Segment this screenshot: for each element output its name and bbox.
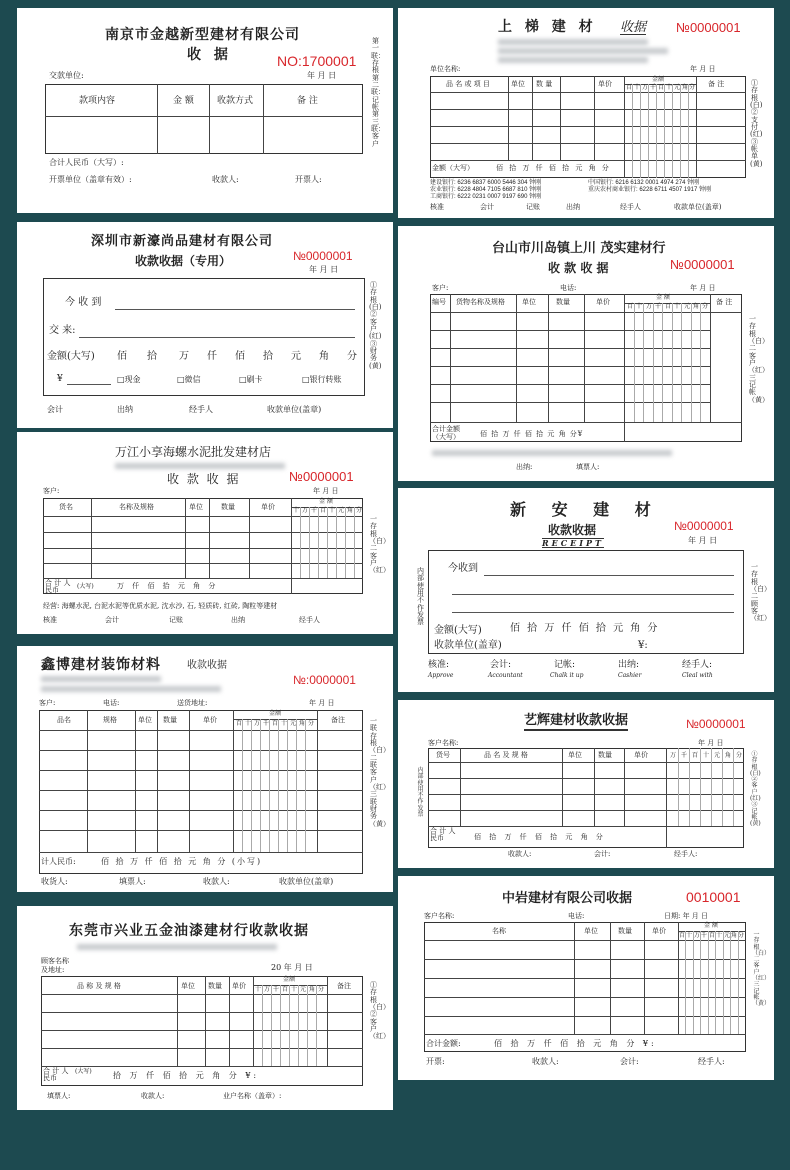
col-header: 数量 [556, 298, 570, 306]
col-header: 单位 [568, 751, 582, 759]
receipt-card-wanjiang [17, 432, 393, 634]
digit-header: 万 [694, 932, 701, 939]
footer-label: 出纳: [516, 463, 533, 471]
unit-char: 角 [319, 351, 329, 362]
col-header: 单价 [203, 716, 217, 724]
received-label: 今 收 到 [65, 297, 102, 308]
customer-label: 客户: [39, 699, 56, 707]
address-label: 送货地址: [177, 699, 208, 707]
col-header: 单价 [598, 80, 612, 88]
receipt-subtitle: 收 款 收 据 [167, 472, 241, 486]
digit-header: 元 [684, 303, 691, 310]
blurred-contact [498, 57, 648, 63]
digit-header: 元 [338, 507, 345, 514]
receipt-card-taishan [398, 226, 774, 481]
col-header: 货名 [59, 503, 73, 511]
digit-header: 十 [281, 720, 288, 727]
total-note: (大写) [77, 583, 94, 590]
col-header: 单位 [181, 982, 195, 990]
payment-transfer-checkbox[interactable]: □银行转账 [302, 375, 342, 384]
blurred-contact [498, 48, 668, 54]
receipt-number: №0000001 [293, 249, 353, 263]
footer-label: 记账 [526, 203, 540, 211]
digit-header: 十 [245, 720, 252, 727]
col-header: 规格 [103, 716, 117, 724]
digit-header: 分 [738, 932, 745, 939]
col-header: 单位 [511, 80, 525, 88]
digit-header: 万 [646, 303, 653, 310]
digit-header: 千 [650, 84, 657, 91]
total-label: 合计金额: [426, 1039, 461, 1048]
footer-label: 会计: [620, 1057, 639, 1066]
receipt-table [45, 84, 363, 154]
customer-label: 客户: [432, 284, 449, 292]
digit-header: 百 [679, 932, 686, 939]
total-label: 计人民币: [41, 857, 76, 866]
footer-label: 收款单位(盖章) [267, 405, 322, 414]
customer-label: 客户名称: [428, 739, 459, 747]
total-note: (大写) [75, 1068, 92, 1075]
receipt-title: 鑫博建材装饰材料 [41, 657, 161, 673]
receipt-number: №0000001 [686, 717, 746, 731]
digit-header: 分 [308, 720, 315, 727]
digit-header: 千 [263, 720, 270, 727]
digit-header: 角 [309, 986, 316, 993]
total-units: 佰 拾 万 仟 佰 拾 元 角 分 [474, 833, 606, 841]
total-label: 合 计 人民币 [43, 1067, 69, 1083]
col-header: 单价 [232, 982, 246, 990]
col-header: 数量 [163, 716, 177, 724]
digit-header: 十 [634, 84, 641, 91]
digit-header: 十 [636, 303, 643, 310]
footer-label: 会计 [480, 203, 494, 211]
receipt-subtitle: 收款收据 [187, 660, 227, 671]
footer-label: 出纳: [618, 660, 640, 670]
receipt-card-xinan [398, 488, 774, 692]
footer-english: Accountant [488, 672, 523, 679]
footer-label: 会计: [594, 850, 611, 858]
copy-labels: ①存根（白） ②客户（红） [369, 981, 390, 1041]
received-label: 今收到 [448, 563, 478, 574]
footer-label: 收款人: [532, 1057, 559, 1066]
amount-header: 金 额 [656, 294, 670, 301]
footer-label: 收款人: [508, 850, 532, 858]
receipt-number: 0010001 [686, 889, 741, 905]
receipt-subtitle: 收 据 [187, 47, 232, 63]
date-label: 年 月 日 [698, 739, 724, 747]
customer-label: 客户名称: [424, 912, 455, 920]
footer-label: 经手人 [299, 616, 320, 624]
date-label: 年 月 日 [309, 699, 335, 707]
digit-header: 万 [642, 84, 649, 91]
blurred-contact [41, 686, 221, 692]
amount-label: 金额(大写) [47, 351, 95, 362]
total-units: 佰 拾 万 仟 佰 拾 元 角 分¥ [480, 430, 584, 438]
copy-labels: 一存根（白） 二顾客（红） [750, 563, 771, 623]
col-header: 数量 [598, 751, 612, 759]
date-label: 年 月 日 [313, 487, 339, 495]
digit-header: 万 [302, 507, 309, 514]
receipt-title: 南京市金越新型建材有限公司 [105, 27, 300, 43]
digit-header: 十 [329, 507, 336, 514]
footer-label: 经手人 [189, 405, 213, 414]
receipt-number: №:0000001 [293, 673, 356, 687]
col-header: 货号 [436, 751, 450, 759]
col-header: 单价 [652, 927, 666, 935]
receipt-card-shangti [398, 8, 774, 218]
payment-cash-checkbox[interactable]: □现金 [117, 375, 141, 384]
digit-header: 百 [236, 720, 243, 727]
bank-account: 重庆农村商业银行: 6228 6711 4507 1917 钟刚 [588, 187, 711, 193]
col-header: 品 名 或 项 目 [446, 80, 490, 88]
receipt-subtitle: 收款收据 [548, 523, 597, 537]
footer-label: 收款单位(盖章) [674, 203, 722, 211]
footer-english: Approve [428, 672, 454, 679]
footer-label: 出纳 [231, 616, 245, 624]
footer-label: 经手人: [682, 660, 713, 670]
customer-label: 顾客名称 [41, 957, 69, 965]
col-header: 品 称 及 规 格 [77, 982, 121, 990]
digit-header: 万 [264, 986, 271, 993]
unit-char: 仟 [207, 351, 217, 362]
digit-header: 百 [282, 986, 289, 993]
bank-account: 农业银行: 6228 4804 7105 6687 810 钟刚 [430, 187, 542, 193]
blurred-contact [115, 463, 285, 469]
digit-header: 千 [701, 932, 708, 939]
amount-header: 金额 [652, 76, 665, 83]
yen-sign: ¥ [57, 374, 63, 384]
payment-wechat-checkbox[interactable]: □微信 [177, 375, 201, 384]
receipt-number: NO:1700001 [277, 53, 357, 69]
digit-header: 十 [666, 84, 673, 91]
unit-char: 元 [291, 351, 301, 362]
digit-header: 百 [272, 720, 279, 727]
address-label: 及地址: [41, 966, 65, 974]
date-label: 年 月 日 [309, 265, 339, 274]
date-label: 日期: 年 月 日 [664, 912, 709, 920]
col-header: 备注 [337, 982, 351, 990]
col-header: 品 名 及 规 格 [484, 751, 528, 759]
digit-header: 分 [736, 752, 743, 759]
collecting-unit-label: 收款单位(盖章) [434, 640, 502, 651]
digit-header: 元 [300, 986, 307, 993]
phone-label: 电话: [568, 912, 585, 920]
copy-labels: 一存根（白） 二客户（红） [369, 515, 390, 575]
date-label: 年 月 日 [688, 536, 718, 545]
receipt-number: №0000001 [676, 20, 741, 35]
business-scope: 经营: 海螺水泥, 台泥水泥等优质水泥, 沈水沙, 石, 轻质砖, 红砖, 陶粒等建材 [43, 602, 278, 610]
receipt-card-shenzhen [17, 222, 393, 428]
unit-char: 佰 [235, 351, 245, 362]
receipt-english: RECEIPT [542, 538, 604, 548]
date-label: 年 月 日 [690, 65, 716, 73]
footer-english: Chalk it up [550, 672, 584, 679]
total-units: 佰 拾 万 仟 佰 拾 元 角 分 (小写) [101, 857, 263, 866]
footer-label: 填票人: [119, 877, 146, 886]
receipt-number: №0000001 [674, 519, 734, 533]
footer-label: 会计: [490, 660, 512, 670]
issuer-label: 开票人: [295, 175, 322, 184]
digit-header: 元 [674, 84, 681, 91]
yen-sign: ¥: [638, 640, 648, 651]
footer-label: 经手人: [698, 1057, 725, 1066]
amount-header: 金 额 [704, 922, 718, 929]
internal-note: 内部使用 不作发票 [417, 567, 424, 627]
receipt-title: 东莞市兴业五金油漆建材行收款收据 [69, 923, 309, 939]
date-label: 20 年 月 日 [271, 963, 313, 972]
footer-label: 填票人: [576, 463, 600, 471]
unit-char: 万 [179, 351, 189, 362]
digit-header: 分 [702, 303, 709, 310]
col-header: 单价 [596, 298, 610, 306]
footer-english: Cashier [618, 672, 642, 679]
receipt-title: 中岩建材有限公司收据 [502, 891, 633, 906]
digit-header: 千 [311, 507, 318, 514]
receipt-title: 上 梯 建 材 [498, 19, 597, 35]
col-header: 金 额 [173, 96, 194, 106]
col-header: 备 注 [297, 96, 318, 106]
unit-name-label: 单位名称: [430, 65, 461, 73]
footer-label: 开票: [426, 1057, 445, 1066]
receipt-title: 艺辉建材收款收据 [524, 714, 628, 731]
footer-label: 核准: [428, 660, 450, 670]
receipt-card-xinbo [17, 646, 393, 892]
blurred-contact [41, 676, 161, 682]
digit-header: 十 [255, 986, 262, 993]
digit-header: 百 [665, 303, 672, 310]
blurred-contact [77, 944, 277, 950]
bank-account: 工商银行: 6222 0231 0007 9197 690 钟刚 [430, 194, 542, 200]
col-header: 单位 [189, 503, 203, 511]
receipt-number: №0000001 [670, 257, 735, 272]
col-header: 单价 [261, 503, 275, 511]
receipt-title: 深圳市新濠尚品建材有限公司 [91, 234, 274, 249]
blurred-contact [498, 39, 648, 45]
col-header: 数 量 [536, 80, 553, 88]
footer-label: 出纳 [566, 203, 580, 211]
digit-header: 角 [299, 720, 306, 727]
col-header: 单价 [634, 751, 648, 759]
amount-header: 金额 [269, 710, 282, 717]
col-header: 数量 [618, 927, 632, 935]
digit-header: 角 [731, 932, 738, 939]
footer-label: 收款单位(盖章) [279, 877, 334, 886]
amount-header: 金额 [283, 976, 296, 983]
footer-label: 记账 [169, 616, 183, 624]
amount-label: 金额(大写) [434, 625, 482, 636]
unit-char: 分 [347, 351, 357, 362]
digit-header: 角 [725, 752, 732, 759]
footer-label: 收款人: [141, 1092, 165, 1100]
unit-char: 拾 [263, 351, 273, 362]
digit-header: 十 [293, 507, 300, 514]
footer-label: 记帐: [554, 660, 576, 670]
footer-label: 会计 [47, 405, 63, 414]
col-header: 收款方式 [217, 96, 254, 106]
col-header: 备 注 [716, 298, 733, 306]
unit-char: 佰 [117, 351, 127, 362]
footer-label: 会计 [105, 616, 119, 624]
footer-label: 收货人: [41, 877, 68, 886]
col-header: 名称 [492, 927, 506, 935]
footer-label: 经手人: [674, 850, 698, 858]
receipt-title: 万江小享海螺水泥批发建材店 [115, 445, 272, 459]
total-units: 佰 拾 万 仟 佰 拾 元 角 分 [496, 164, 611, 172]
digit-header: 角 [347, 507, 354, 514]
digit-header: 十 [686, 932, 693, 939]
digit-header: 百 [658, 84, 665, 91]
total-label: 合计金额（大写） [432, 425, 460, 441]
unit-char: 拾 [147, 351, 157, 362]
digit-header: 千 [681, 752, 688, 759]
digit-header: 百 [692, 752, 699, 759]
footer-english: Cleal with [682, 672, 713, 679]
digit-header: 百 [626, 84, 633, 91]
amount-units: 佰 拾 万 仟 佰 拾 元 角 分 [510, 623, 660, 634]
footer-label: 出纳 [117, 405, 133, 414]
digit-header: 元 [714, 752, 721, 759]
total-label: 合 计 人民币 [430, 827, 456, 843]
issuing-unit-label: 开票单位（盖章有效）: [49, 175, 132, 184]
total-units: 拾 万 仟 佰 拾 元 角 分 ¥: [113, 1071, 260, 1080]
payment-card-checkbox[interactable]: □刷卡 [239, 375, 263, 384]
digit-header: 分 [356, 507, 363, 514]
phone-label: 电话: [560, 284, 577, 292]
bank-account: 建设银行: 6236 6837 6000 5446 304 钟刚 [430, 180, 542, 186]
receipt-table [424, 922, 746, 1052]
digit-header: 角 [682, 84, 689, 91]
receipt-title: 台山市川岛镇上川 茂实建材行 [492, 241, 666, 256]
receipt-card-zhongyan [398, 876, 774, 1080]
digit-header: 十 [703, 752, 710, 759]
col-header: 款项内容 [79, 96, 116, 106]
digit-header: 角 [693, 303, 700, 310]
col-header: 单位 [138, 716, 152, 724]
receipt-number: №0000001 [289, 469, 354, 484]
footer-label: 经手人 [620, 203, 641, 211]
payer-label: 交款单位: [49, 71, 84, 80]
col-header: 数量 [208, 982, 222, 990]
col-header: 编号 [432, 298, 446, 306]
receipt-subtitle: 收 款 收 据 [548, 261, 609, 275]
footer-label: 业户名称（盖章）: [223, 1092, 282, 1100]
payee-label: 收款人: [212, 175, 239, 184]
digit-header: 分 [689, 84, 696, 91]
footer-label: 核准 [430, 203, 444, 211]
copy-labels: 一存根（白） 二客户（红） 三记帐（黄） [748, 315, 769, 404]
total-units: 佰 拾 万 仟 佰 拾 元 角 分 ¥: [494, 1039, 657, 1048]
receipt-title: 新 安 建 材 [510, 500, 661, 519]
footer-label: 收款人: [203, 877, 230, 886]
for-label: 交 来: [49, 325, 76, 336]
total-units: 万 仟 佰 拾 元 角 分 [117, 582, 219, 590]
col-header: 货物名称及规格 [456, 298, 505, 306]
digit-header: 万 [670, 752, 677, 759]
receipt-table [430, 294, 742, 442]
digit-header: 千 [655, 303, 662, 310]
footer-label: 填票人: [47, 1092, 71, 1100]
col-header: 备 注 [708, 80, 725, 88]
digit-header: 百 [709, 932, 716, 939]
digit-header: 分 [318, 986, 325, 993]
digit-header: 百 [320, 507, 327, 514]
total-label: 合计人民币（大写）: [49, 158, 124, 167]
copy-labels: 一存根（白） 二客户（红） 三记帐（黄） [752, 931, 771, 1008]
receipt-card-yihui [398, 700, 774, 868]
amount-header: 金 额 [319, 498, 333, 505]
col-header: 单位 [522, 298, 536, 306]
copy-labels: ①存根(白) ②支付(红) ③帐单(黄) [750, 79, 763, 168]
receipt-subtitle: 收款收据（专用） [135, 254, 232, 268]
copy-labels: ①存根(白) ②客户(红) ③财务(黄) [369, 281, 382, 370]
copy-labels: 一联存根（白） 二联客户（红） 三联财务（黄） [369, 717, 390, 828]
date-label: 年 月 日 [690, 284, 716, 292]
receipt-subtitle: 收据 [620, 20, 647, 35]
digit-header: 元 [290, 720, 297, 727]
digit-header: 千 [273, 986, 280, 993]
digit-header: 十 [716, 932, 723, 939]
internal-note: 内部使用 不作发票 [417, 767, 424, 819]
total-label: 金额（大写） [432, 164, 474, 172]
digit-header: 百 [627, 303, 634, 310]
col-header: 名称及规格 [119, 503, 154, 511]
col-header: 备注 [331, 716, 345, 724]
copy-labels: 第一联：存根 第二联：记帐 第三联：客户 [371, 37, 385, 148]
col-header: 单位 [584, 927, 598, 935]
copy-labels: ①存根(白) ②客户(红) ③记帐(黄) [750, 751, 761, 828]
digit-header: 万 [254, 720, 261, 727]
digit-header: 十 [674, 303, 681, 310]
customer-label: 客户: [43, 487, 60, 495]
bank-account: 中国银行: 6216 6132 0001 4974 274 钟刚 [588, 180, 700, 186]
blurred-contact [432, 450, 672, 456]
col-header: 数量 [221, 503, 235, 511]
receipt-card-nanjing [17, 8, 393, 213]
receipt-card-dongguan [17, 906, 393, 1110]
col-header: 品名 [57, 716, 71, 724]
digit-header: 十 [291, 986, 298, 993]
total-label: 合 计 人民币 [45, 579, 71, 595]
digit-header: 元 [724, 932, 731, 939]
date-label: 年 月 日 [307, 71, 337, 80]
footer-label: 核准 [43, 616, 57, 624]
phone-label: 电话: [103, 699, 120, 707]
